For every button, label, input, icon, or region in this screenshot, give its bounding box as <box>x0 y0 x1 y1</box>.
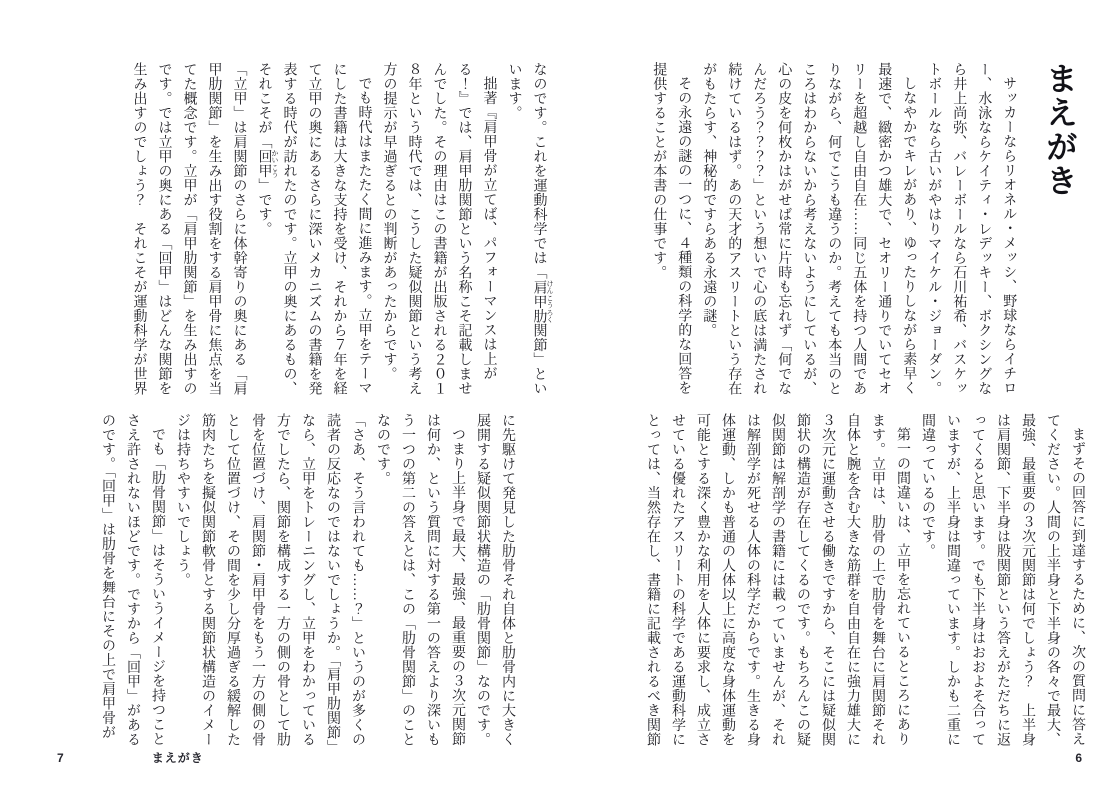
paragraph: 「立甲」は肩関節のさらに体幹寄りの奥にある「肩甲肋関節」を生み出す役割をする肩甲骨に焦点を当てた概念です。立甲が「肩甲肋関節」を生み出すのです。では立甲の奥にある「回甲」はどんな関節を生み出すのでしょう？ それこそが運動科学が世界 <box>131 62 247 396</box>
furigana-term: 肩甲肋 けんこうろく <box>531 279 554 323</box>
paragraph: サッカーならリオネル・メッシ、野球ならイチロー、水泳ならケイティ・レデッキー、ボクシングなら井上尚弥、バレーボールなら石川祐希、バスケットボールなら古いがやはりマイケル・ジョーダン。 <box>926 62 1017 396</box>
page-left <box>0 0 559 794</box>
left-page-top-text-block <box>64 62 554 400</box>
left-page-bottom-text-block <box>64 413 520 751</box>
right-page-bottom-text-block <box>618 413 1090 751</box>
page-right <box>559 0 1119 794</box>
paragraph: なのです。これを運動科学では「肩甲肋 けんこうろく関節」といいます。 <box>506 62 554 396</box>
page-number-left: 7 <box>57 751 64 765</box>
right-page-folio <box>1075 751 1082 765</box>
preface-title: まえがき <box>1042 62 1078 198</box>
paragraph: つまり上半身で最大、最強、最重要の３次元関節は何か、という質問に対する第一の答えより深いもう一つの第二の答えとは、この「肋骨関節」のことなのです。 <box>375 413 465 747</box>
right-page-top-text-block <box>618 62 1090 400</box>
paragraph: しなやかでキレがあり、ゆったりしながら素早く最速で、緻密かつ雄大で、セオリー通りでいてセオリーを超越し自由自在……同じ五体を持つ人間でありながら、何でこうも違うのか。考えても本当のところはわからないから考えないようにしているが、心の皮を何枚かはがせば常に片時も忘れず「何でなんだろう？？？？」という想いで心の底は満たされ続けているはず。あの天才的アスリートという存在がもたらす、神秘的ですらある永遠の謎。 <box>701 62 917 396</box>
furigana-term: 回甲 かいこう <box>256 149 279 178</box>
paragraph: 「さあ、そう言われても……？」というのが多くの読者の反応なのではないでしょうか。「肩甲肋関節」なら、立甲をトレーニングし、立甲をわかっている方でしたら、関節を構成する一方の側の骨として肋骨を位置づけ、肩関節・肩甲骨をもう一方の側の骨として位置づけ、その間を少し分厚過ぎる緩解した筋肉たちを擬似関節軟骨とする関節状構造のイメージは持ちやすいでしょう。 <box>175 413 365 747</box>
page-number-right: 6 <box>1075 751 1082 765</box>
paragraph: に先駆けて発見した肋骨それ自体と肋骨内に大きく展開する疑似関節状構造の「肋骨関節」なのです。 <box>475 413 515 747</box>
paragraph: その永遠の謎の一つに、４種類の科学的な回答を提供することが本書の仕事です。 <box>651 62 692 395</box>
running-title: まえがき <box>151 751 204 765</box>
paragraph: まずその回答に到達するために、次の質問に答えてください。人間の上半身と下半身の各々で最大、最強、最重要の３次元関節は何でしょう？ 上半身は肩関節、下半身は股関節という答えがただちに返ってくると思います。でも下半身はおおよそ合っていますが、上半身は間違っています。しかも二重に間違っているのです。 <box>920 413 1085 747</box>
paragraph: でも「肋骨関節」はそういうイメージを持つことさえ許されないほどです。ですから「回甲」があるのです。「回甲」は肋骨を舞台にその上で肩甲骨が <box>100 413 165 747</box>
paragraph: でも時代はまたたく間に進みます。立甲をテーマにした書籍は大きな支持を受け、それから７年を経て立甲の奥にあるさらに深いメカニズムの書籍を発表する時代が訪れたのです。立甲の奥にあるもの、それこそが「回甲 かいこう」です。 <box>256 62 372 396</box>
left-page-folio <box>57 749 204 766</box>
paragraph: 拙著『肩甲骨が立てば、パフォーマンスは上がる！』では、肩甲肋関節という名称こそ記載しませんでした。その理由はこの書籍が出版される２０１８年という時代では、こうした疑似関節という考え方の提示が早過ぎるとの判断があったからです。 <box>381 62 497 396</box>
paragraph: 第一の間違いは、立甲を忘れているところにあります。立甲は、肋骨の上で肋骨を舞台に肩関節それ自体と腕を含む大きな筋群を自由自在に強力雄大に３次元に運動させる働きですから、そこには疑似関節状の構造が存在してくるのです。もちろんこの疑似関節は解剖学の書籍には載っていませんが、それは解剖学が死せる人体の科学だからです。生きる身体運動、しかも普通の人体以上に高度な身体運動を可能とする深く豊かな利用を人体に要求し、成立させている優れたアスリートの科学である運動科学にとっては、当然存在し、書籍に記載されるべき関節 <box>645 413 910 747</box>
